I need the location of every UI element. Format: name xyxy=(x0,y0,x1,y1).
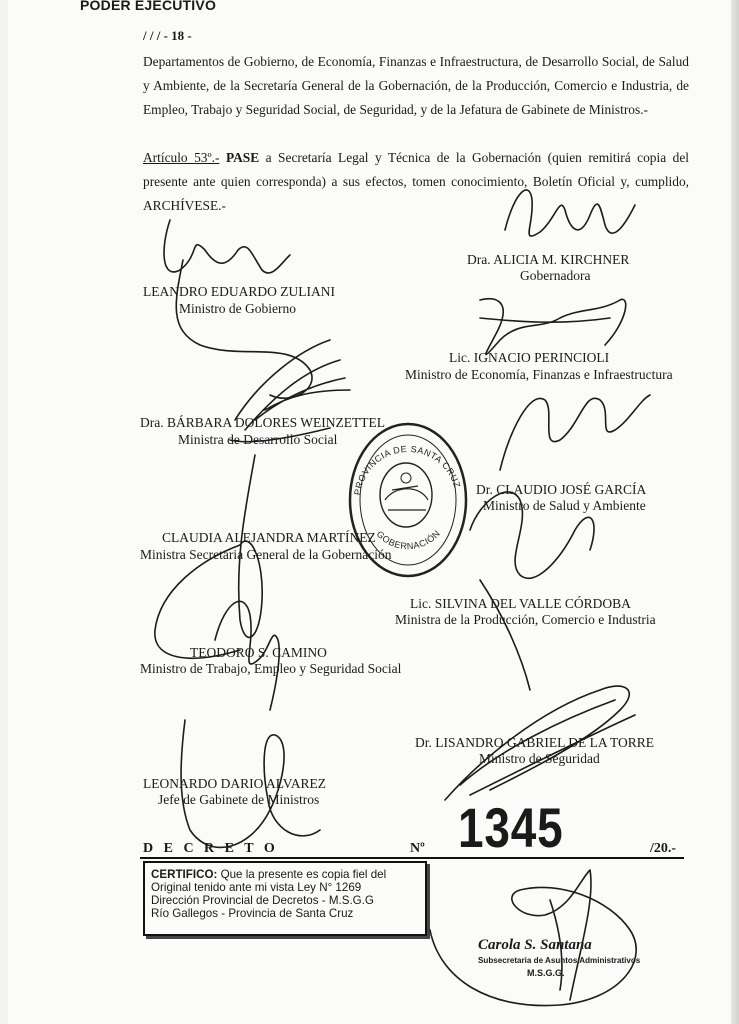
signatory-title-gobernadora: Gobernadora xyxy=(520,268,591,283)
signatory-title-desarrollo-social: Ministra de Desarrollo Social xyxy=(178,432,338,447)
signatory-title-salud: Ministro de Salud y Ambiente xyxy=(483,498,646,513)
signature-cordoba xyxy=(470,492,594,690)
signature-santana xyxy=(430,870,636,1006)
article-keyword: PASE xyxy=(225,150,260,165)
decree-year: /20.- xyxy=(650,841,677,856)
certifier-title: Subsecretaria de Asuntos Administrativos xyxy=(478,955,641,965)
certification-keyword: CERTIFICO: xyxy=(151,868,218,881)
signature-perincioli xyxy=(480,299,626,355)
signatory-title-economia: Ministro de Economía, Finanzas e Infraestructura xyxy=(405,367,673,382)
signature-de-la-torre xyxy=(445,686,635,800)
signatory-name-salud: Dr. CLAUDIO JOSÉ GARCÍA xyxy=(476,482,647,497)
article-label: Artículo 53º.- xyxy=(143,150,220,165)
header-title: PODER EJECUTIVO xyxy=(80,0,217,13)
signatory-name-economia: Lic. IGNACIO PERINCIOLI xyxy=(449,350,610,365)
article-text: a Secretaría Legal y Técnica de la Gobernación (quien remitirá copia del presente ante quien corresponda) a sus efectos, tomen conocimiento, Boletín Oficial y, cumplido, ARCHÍVESE.- xyxy=(143,150,689,213)
decree-label: D E C R E T O xyxy=(143,841,279,856)
paragraph-departments: Departamentos de Gobierno, de Economía, Finanzas e Infraestructura, de Desarrollo Social, de Salud y Ambiente, de la Secretaría General de la Gobernación, de la Producción, Comercio e Industria, de Empleo, Trabajo y Seguridad Social, de Seguridad, y de la Jefatura de Gabinete de Ministros.- xyxy=(143,54,689,117)
certification-line-3: Dirección Provincial de Decretos - M.S.G.G xyxy=(151,894,374,907)
signature-camino xyxy=(215,601,279,710)
stamp-text-top: PROVINCIA DE SANTA CRUZ xyxy=(352,443,463,496)
signature-garcia xyxy=(500,395,650,470)
certification-line-1-text: Que la presente es copia fiel del xyxy=(217,868,387,881)
signatory-name-gobernadora: Dra. ALICIA M. KIRCHNER xyxy=(467,252,630,267)
signatory-name-secretaria-general: CLAUDIA ALEJANDRA MARTÍNEZ xyxy=(162,530,376,545)
certification-line-4: Río Gallegos - Provincia de Santa Cruz xyxy=(151,907,354,920)
signatory-title-gobierno: Ministro de Gobierno xyxy=(179,301,296,316)
page-number: / / / - 18 - xyxy=(143,28,192,43)
signatory-title-jefe-gabinete: Jefe de Gabinete de Ministros xyxy=(158,792,320,807)
signatory-name-gobierno: LEANDRO EDUARDO ZULIANI xyxy=(143,284,335,299)
certifier-name: Carola S. Santana xyxy=(478,937,592,953)
signature-zuliani xyxy=(164,220,312,398)
signatory-title-trabajo: Ministro de Trabajo, Empleo y Seguridad Social xyxy=(140,661,402,676)
certifier-office: M.S.G.G. xyxy=(527,968,565,978)
signature-martinez xyxy=(155,455,262,658)
signatory-name-produccion: Lic. SILVINA DEL VALLE CÓRDOBA xyxy=(410,596,631,611)
signatory-title-produccion: Ministra de la Producción, Comercio e Industria xyxy=(395,612,656,627)
stamp-text-bottom: GOBERNACIÓN xyxy=(374,528,443,552)
decree-number: 1345 xyxy=(458,796,564,859)
signatory-title-seguridad: Ministro de Seguridad xyxy=(479,751,600,766)
signature-kirchner xyxy=(505,190,635,236)
signature-alvarez xyxy=(181,720,320,847)
decree-number-label: Nº xyxy=(410,841,425,856)
signatory-name-seguridad: Dr. LISANDRO GABRIEL DE LA TORRE xyxy=(415,735,655,750)
signatory-name-jefe-gabinete: LEONARDO DARIO ALVAREZ xyxy=(143,776,327,791)
signatory-name-trabajo: TEODORO S. CAMINO xyxy=(190,645,327,660)
signatory-name-desarrollo-social: Dra. BÁRBARA DOLORES WEINZETTEL xyxy=(140,415,385,430)
signatory-title-secretaria-general: Ministra Secretaria General de la Gobernación xyxy=(140,547,392,562)
certification-line-2: Original tenido ante mi vista Ley N° 1269 xyxy=(151,881,362,894)
